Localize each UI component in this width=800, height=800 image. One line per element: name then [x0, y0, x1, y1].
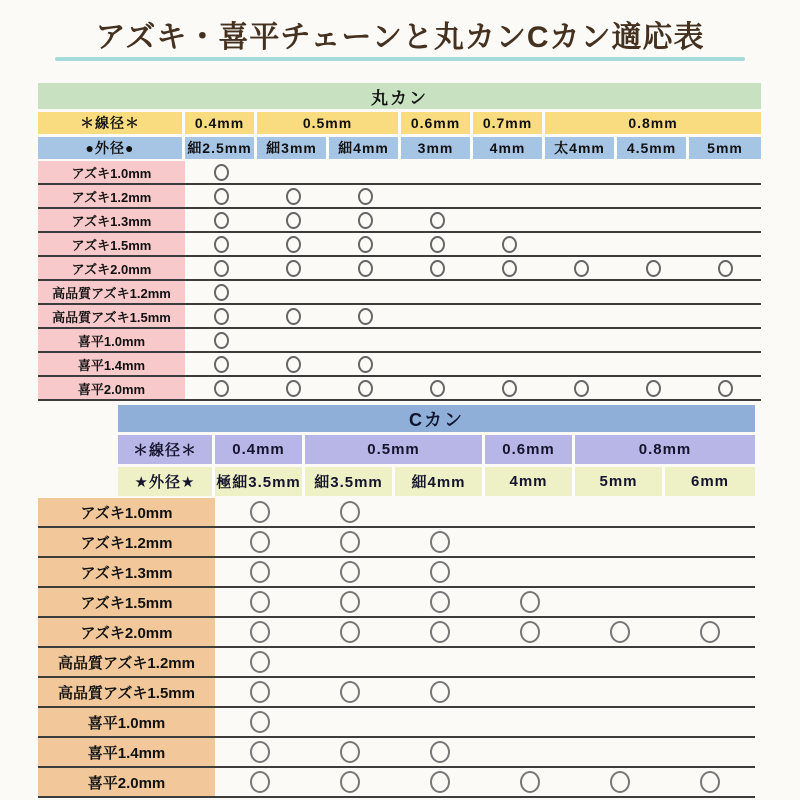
wire-diameter-value: 0.4mm [185, 112, 257, 134]
compat-circle-icon [610, 621, 630, 643]
mark-cell [617, 377, 689, 399]
compat-circle-icon [502, 380, 517, 397]
compat-circle-icon [214, 164, 229, 181]
table-row [38, 708, 755, 738]
mark-cell [545, 329, 617, 351]
mark-cell [215, 768, 305, 796]
mark-cell [401, 281, 473, 303]
mark-cell [575, 618, 665, 646]
compat-circle-icon [430, 741, 450, 763]
compat-circle-icon [286, 236, 301, 253]
wire-diameter-row [118, 435, 755, 464]
mark-cell [689, 185, 761, 207]
outer-diameter-header-label: ●外径● [38, 137, 185, 159]
mark-cell [401, 305, 473, 327]
mark-cell [617, 233, 689, 255]
outer-diameter-row [38, 137, 761, 159]
mark-cell [215, 528, 305, 556]
mark-cell [473, 161, 545, 183]
compat-circle-icon [430, 771, 450, 793]
mark-cell [305, 678, 395, 706]
mark-cell [329, 185, 401, 207]
mark-cell [257, 377, 329, 399]
compat-circle-icon [214, 188, 229, 205]
outer-diameter-value: 細3.5mm [305, 467, 395, 496]
mark-cell [401, 233, 473, 255]
mark-cell [305, 498, 395, 526]
row-label: 喜平1.4mm [38, 353, 185, 375]
compat-circle-icon [214, 356, 229, 373]
row-label: アズキ2.0mm [38, 257, 185, 279]
table-row [38, 185, 761, 209]
row-label: 高品質アズキ1.2mm [38, 281, 185, 303]
mark-cell [215, 498, 305, 526]
row-label: アズキ1.2mm [38, 185, 185, 207]
row-label: 喜平2.0mm [38, 768, 215, 796]
compat-circle-icon [718, 260, 733, 277]
compat-circle-icon [520, 621, 540, 643]
mark-cell [305, 588, 395, 616]
compat-circle-icon [340, 501, 360, 523]
compat-circle-icon [610, 771, 630, 793]
wire-diameter-row [38, 112, 761, 134]
outer-diameter-value: 4mm [473, 137, 545, 159]
compat-circle-icon [340, 621, 360, 643]
compat-circle-icon [358, 356, 373, 373]
mark-cell [485, 498, 575, 526]
mark-cell [215, 708, 305, 736]
mark-cell [689, 209, 761, 231]
mark-cell [665, 498, 755, 526]
compat-circle-icon [700, 621, 720, 643]
compat-circle-icon [358, 260, 373, 277]
compat-circle-icon [574, 260, 589, 277]
mark-cell [305, 618, 395, 646]
mark-cell [665, 528, 755, 556]
compat-circle-icon [286, 212, 301, 229]
outer-diameter-value: 4mm [485, 467, 575, 496]
outer-diameter-value: 3mm [401, 137, 473, 159]
mark-cell [185, 185, 257, 207]
mark-cell [485, 738, 575, 766]
row-label: 高品質アズキ1.5mm [38, 678, 215, 706]
row-label: アズキ1.0mm [38, 161, 185, 183]
table-row [38, 528, 755, 558]
compat-circle-icon [502, 236, 517, 253]
mark-cell [185, 329, 257, 351]
mark-cell [215, 738, 305, 766]
compat-circle-icon [430, 212, 445, 229]
table-row [38, 588, 755, 618]
mark-cell [575, 768, 665, 796]
mark-cell [689, 305, 761, 327]
compat-circle-icon [358, 236, 373, 253]
wire-diameter-value: 0.5mm [257, 112, 401, 134]
mark-cell [473, 329, 545, 351]
mark-cell [545, 233, 617, 255]
mark-cell [329, 233, 401, 255]
mark-cell [665, 588, 755, 616]
wire-diameter-header-label: ＊線径＊ [38, 112, 185, 134]
mark-cell [395, 678, 485, 706]
compat-circle-icon [358, 308, 373, 325]
mark-cell [665, 708, 755, 736]
compat-circle-icon [646, 260, 661, 277]
mark-cell [185, 305, 257, 327]
mark-cell [257, 257, 329, 279]
outer-diameter-value: 5mm [575, 467, 665, 496]
mark-cell [689, 161, 761, 183]
compat-circle-icon [214, 284, 229, 301]
mark-cell [617, 305, 689, 327]
mark-cell [305, 738, 395, 766]
table-row [38, 678, 755, 708]
table-title: Cカン [409, 409, 464, 430]
table-title: 丸カン [371, 88, 428, 108]
mark-cell [689, 233, 761, 255]
mark-cell [305, 768, 395, 796]
compat-circle-icon [250, 621, 270, 643]
row-label: 喜平1.0mm [38, 329, 185, 351]
compat-circle-icon [430, 531, 450, 553]
row-label: 高品質アズキ1.2mm [38, 648, 215, 676]
wire-diameter-value: 0.6mm [401, 112, 473, 134]
table-row [38, 209, 761, 233]
mark-cell [395, 528, 485, 556]
compat-circle-icon [358, 188, 373, 205]
table-row [38, 233, 761, 257]
compat-circle-icon [250, 651, 270, 673]
outer-diameter-value: 6mm [665, 467, 755, 496]
compat-circle-icon [646, 380, 661, 397]
mark-cell [617, 209, 689, 231]
mark-cell [485, 648, 575, 676]
table-row [38, 329, 761, 353]
table-row [38, 305, 761, 329]
wire-diameter-value: 0.6mm [485, 435, 575, 464]
table-row [38, 353, 761, 377]
compat-circle-icon [250, 561, 270, 583]
mark-cell [665, 558, 755, 586]
mark-cell [215, 618, 305, 646]
outer-diameter-row [118, 467, 755, 496]
compat-circle-icon [718, 380, 733, 397]
mark-cell [689, 377, 761, 399]
mark-cell [329, 281, 401, 303]
compat-circle-icon [340, 681, 360, 703]
compat-circle-icon [250, 771, 270, 793]
mark-cell [473, 353, 545, 375]
wire-diameter-value: 0.5mm [305, 435, 485, 464]
compat-circle-icon [214, 212, 229, 229]
page-title: アズキ・喜平チェーンと丸カンCカン適応表 [95, 21, 705, 54]
outer-diameter-value: 太4mm [545, 137, 617, 159]
mark-cell [485, 528, 575, 556]
mark-cell [215, 558, 305, 586]
mark-cell [617, 353, 689, 375]
row-label: 高品質アズキ1.5mm [38, 305, 185, 327]
mark-cell [395, 768, 485, 796]
mark-cell [395, 558, 485, 586]
mark-cell [545, 281, 617, 303]
mark-cell [185, 257, 257, 279]
outer-diameter-value: 4.5mm [617, 137, 689, 159]
table-row [38, 618, 755, 648]
table-row [38, 257, 761, 281]
compat-circle-icon [250, 531, 270, 553]
mark-cell [485, 588, 575, 616]
mark-cell [395, 498, 485, 526]
table-row [38, 738, 755, 768]
mark-cell [305, 648, 395, 676]
mark-cell [575, 648, 665, 676]
mark-cell [665, 738, 755, 766]
row-label: アズキ1.3mm [38, 209, 185, 231]
mark-cell [689, 353, 761, 375]
mark-cell [485, 618, 575, 646]
mark-cell [473, 185, 545, 207]
mark-cell [401, 377, 473, 399]
outer-diameter-value: 極細3.5mm [215, 467, 305, 496]
mark-cell [395, 588, 485, 616]
mark-cell [401, 185, 473, 207]
mark-cell [545, 305, 617, 327]
compat-circle-icon [214, 332, 229, 349]
mark-cell [257, 353, 329, 375]
compat-circle-icon [430, 236, 445, 253]
mark-cell [257, 161, 329, 183]
compat-circle-icon [214, 380, 229, 397]
table-ckan-title-bar [118, 405, 755, 432]
compat-circle-icon [250, 741, 270, 763]
outer-diameter-value: 細4mm [395, 467, 485, 496]
wire-diameter-value: 0.8mm [545, 112, 761, 134]
compat-circle-icon [520, 591, 540, 613]
mark-cell [665, 648, 755, 676]
mark-cell [257, 185, 329, 207]
mark-cell [401, 257, 473, 279]
table-row [38, 558, 755, 588]
mark-cell [257, 209, 329, 231]
table-row [38, 161, 761, 185]
mark-cell [305, 708, 395, 736]
compat-circle-icon [340, 591, 360, 613]
mark-cell [401, 209, 473, 231]
row-label: アズキ1.3mm [38, 558, 215, 586]
compat-circle-icon [520, 771, 540, 793]
compat-circle-icon [430, 621, 450, 643]
row-label: アズキ1.0mm [38, 498, 215, 526]
mark-cell [185, 353, 257, 375]
compat-circle-icon [430, 260, 445, 277]
mark-cell [575, 678, 665, 706]
row-label: 喜平1.0mm [38, 708, 215, 736]
mark-cell [185, 377, 257, 399]
mark-cell [473, 305, 545, 327]
mark-cell [305, 558, 395, 586]
row-label: アズキ2.0mm [38, 618, 215, 646]
mark-cell [329, 305, 401, 327]
mark-cell [395, 738, 485, 766]
mark-cell [575, 498, 665, 526]
mark-cell [665, 618, 755, 646]
mark-cell [617, 185, 689, 207]
compat-circle-icon [250, 501, 270, 523]
mark-cell [401, 329, 473, 351]
mark-cell [473, 257, 545, 279]
mark-cell [395, 618, 485, 646]
mark-cell [329, 329, 401, 351]
mark-cell [473, 233, 545, 255]
table-marukan-title-bar [38, 83, 761, 109]
table-row [38, 648, 755, 678]
row-label: アズキ1.5mm [38, 588, 215, 616]
outer-diameter-value: 細3mm [257, 137, 329, 159]
compat-circle-icon [286, 308, 301, 325]
mark-cell [689, 329, 761, 351]
mark-cell [545, 161, 617, 183]
outer-diameter-value: 細4mm [329, 137, 401, 159]
mark-cell [395, 648, 485, 676]
row-label: アズキ1.2mm [38, 528, 215, 556]
mark-cell [401, 161, 473, 183]
compat-circle-icon [574, 380, 589, 397]
wire-diameter-value: 0.8mm [575, 435, 755, 464]
mark-cell [257, 233, 329, 255]
table-row [38, 768, 755, 798]
mark-cell [545, 377, 617, 399]
outer-diameter-value: 細2.5mm [185, 137, 257, 159]
mark-cell [485, 708, 575, 736]
wire-diameter-value: 0.7mm [473, 112, 545, 134]
compat-circle-icon [430, 561, 450, 583]
mark-cell [545, 185, 617, 207]
mark-cell [215, 678, 305, 706]
mark-cell [185, 281, 257, 303]
mark-cell [215, 648, 305, 676]
mark-cell [575, 588, 665, 616]
mark-cell [185, 209, 257, 231]
outer-diameter-header-label: ★外径★ [118, 467, 215, 496]
mark-cell [485, 768, 575, 796]
mark-cell [305, 528, 395, 556]
mark-cell [575, 708, 665, 736]
row-label: 喜平1.4mm [38, 738, 215, 766]
compat-circle-icon [430, 591, 450, 613]
row-label: アズキ1.5mm [38, 233, 185, 255]
mark-cell [575, 528, 665, 556]
outer-diameter-value: 5mm [689, 137, 761, 159]
mark-cell [617, 281, 689, 303]
mark-cell [329, 353, 401, 375]
mark-cell [689, 281, 761, 303]
compat-circle-icon [214, 308, 229, 325]
mark-cell [401, 353, 473, 375]
compat-circle-icon [214, 236, 229, 253]
compat-circle-icon [250, 711, 270, 733]
mark-cell [617, 161, 689, 183]
table-row [38, 281, 761, 305]
mark-cell [257, 281, 329, 303]
compat-circle-icon [358, 212, 373, 229]
mark-cell [545, 353, 617, 375]
mark-cell [329, 257, 401, 279]
mark-cell [257, 329, 329, 351]
mark-cell [575, 558, 665, 586]
compat-circle-icon [250, 591, 270, 613]
mark-cell [545, 257, 617, 279]
mark-cell [185, 233, 257, 255]
compat-circle-icon [286, 260, 301, 277]
mark-cell [473, 209, 545, 231]
compat-circle-icon [430, 380, 445, 397]
compat-circle-icon [358, 380, 373, 397]
wire-diameter-header-label: ＊線径＊ [118, 435, 215, 464]
mark-cell [395, 708, 485, 736]
compat-circle-icon [286, 380, 301, 397]
mark-cell [485, 678, 575, 706]
row-label: 喜平2.0mm [38, 377, 185, 399]
compat-circle-icon [214, 260, 229, 277]
table-row [38, 377, 761, 401]
compat-circle-icon [340, 741, 360, 763]
compat-circle-icon [700, 771, 720, 793]
mark-cell [617, 329, 689, 351]
compat-circle-icon [340, 771, 360, 793]
compat-circle-icon [286, 188, 301, 205]
table-row [38, 498, 755, 528]
mark-cell [545, 209, 617, 231]
compat-circle-icon [286, 356, 301, 373]
mark-cell [617, 257, 689, 279]
mark-cell [575, 738, 665, 766]
mark-cell [473, 281, 545, 303]
compat-circle-icon [340, 531, 360, 553]
compat-circle-icon [340, 561, 360, 583]
mark-cell [329, 377, 401, 399]
mark-cell [665, 768, 755, 796]
mark-cell [257, 305, 329, 327]
compat-circle-icon [250, 681, 270, 703]
mark-cell [689, 257, 761, 279]
compat-circle-icon [502, 260, 517, 277]
mark-cell [185, 161, 257, 183]
compat-circle-icon [430, 681, 450, 703]
title-underline-decoration [55, 57, 745, 61]
mark-cell [473, 377, 545, 399]
mark-cell [665, 678, 755, 706]
mark-cell [485, 558, 575, 586]
wire-diameter-value: 0.4mm [215, 435, 305, 464]
mark-cell [329, 161, 401, 183]
mark-cell [215, 588, 305, 616]
mark-cell [329, 209, 401, 231]
